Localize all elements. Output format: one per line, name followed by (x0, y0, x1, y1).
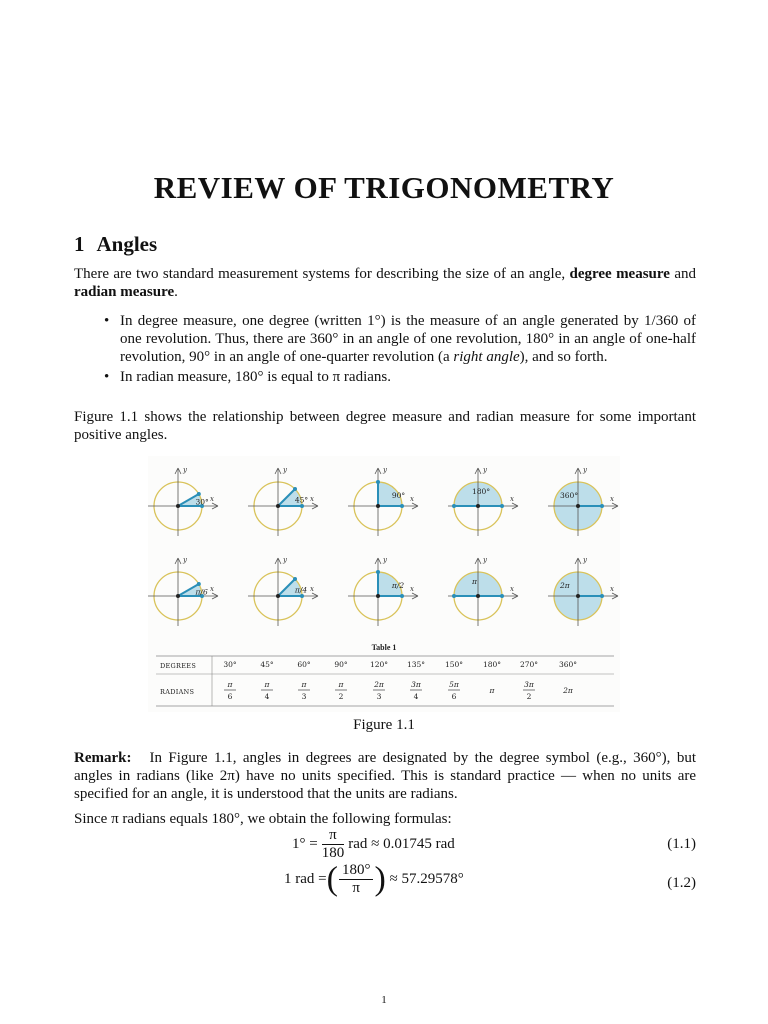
vertex-dot (476, 594, 480, 598)
radian-cell-num-4: 2π (374, 680, 384, 689)
equation-1-1 (292, 827, 455, 862)
radian-cell-den-1: 4 (264, 692, 270, 701)
vertex-dot (176, 594, 180, 598)
bullet-degree: • In degree measure, one degree (written 1°) is the measure of an angle generated by 1/360 of one revolution. Thus, there are 360° in an angle of one revolution, 180° in an angle of one-half revolution, 90° in an angle of one-quarter revolution (a right angle), and so forth. (104, 313, 696, 365)
radian-angle-label-2: π/2 (391, 581, 405, 591)
radian-cell-num-0: π (227, 680, 233, 689)
x-axis-label: x (610, 495, 614, 503)
radian-cell-num-5: 3π (411, 680, 421, 689)
term-radian-measure: radian measure (74, 284, 175, 300)
right-angle-term: right angle (453, 349, 520, 365)
y-axis-label: y (583, 466, 587, 474)
eq1-denominator: 180 (321, 845, 345, 861)
y-axis-label: y (383, 556, 387, 564)
x-axis-label: x (410, 585, 414, 593)
table-row-label-radians: RADIANS (160, 688, 195, 696)
endpoint-dot (376, 570, 380, 574)
equation-1-2 (284, 862, 464, 897)
eq2-denominator: π (339, 879, 374, 897)
radian-cell-den-4: 3 (376, 692, 382, 701)
radian-cell-den-0: 6 (227, 692, 233, 701)
degree-cell-2: 60° (297, 660, 311, 669)
vertex-dot (276, 504, 280, 508)
figure-intro: Figure 1.1 shows the relationship between degree measure and radian measure for some important positive angles. (74, 409, 696, 443)
vertex-dot (576, 504, 580, 508)
y-axis-label: y (283, 556, 287, 564)
radian-angle-label-3: π (472, 577, 477, 586)
y-axis-label: y (483, 556, 487, 564)
eq1-rhs: rad ≈ 0.01745 rad (348, 835, 455, 852)
degree-cell-9: 360° (558, 660, 578, 669)
eq2-rhs: ≈ 57.29578° (389, 870, 464, 887)
page-number: 1 (381, 994, 387, 1006)
radian-cell-num-2: π (301, 680, 307, 689)
radian-cell-num-8: 3π (524, 680, 534, 689)
eq1-fraction (322, 827, 345, 862)
degree-angle-label-1: 45° (294, 495, 309, 505)
degree-angle-label-2: 90° (391, 491, 406, 501)
table-title: Table 1 (371, 643, 397, 652)
y-axis-label: y (283, 466, 287, 474)
x-axis-label: x (510, 585, 514, 593)
degree-cell-0: 30° (223, 660, 237, 669)
endpoint-dot (197, 492, 201, 496)
since-paragraph: Since π radians equals 180°, we obtain the following formulas: (74, 811, 452, 827)
endpoint-dot (376, 480, 380, 484)
x-axis-label: x (510, 495, 514, 503)
y-axis-label: y (383, 466, 387, 474)
endpoint-dot (600, 504, 604, 508)
degree-angle-label-0: 30° (195, 497, 209, 507)
bullet-dot-icon: • (104, 369, 110, 385)
radian-cell-den-3: 2 (338, 692, 344, 701)
section-number: 1 (74, 232, 85, 256)
radian-cell-den-2: 3 (301, 692, 307, 701)
x-axis-label: x (310, 585, 314, 593)
intro-text: There are two standard measurement systems for describing the size of an angle, (74, 266, 570, 282)
y-axis-label: y (183, 556, 187, 564)
intro-end: . (174, 284, 178, 300)
figure-caption: Figure 1.1 (353, 717, 415, 733)
left-paren-icon: ( (326, 860, 338, 898)
degree-cell-8: 270° (519, 660, 539, 669)
degree-cell-6: 150° (444, 660, 464, 669)
remark-text: In Figure 1.1, angles in degrees are designated by the degree symbol (e.g., 360°), but angles in radians (like 2π) have no units specified. This is standard practice — when no units are specified for an angle, it is understood that the units are radians. (74, 750, 696, 802)
degree-cell-7: 180° (482, 660, 502, 669)
intro-and: and (669, 266, 696, 282)
radian-cell-num-3: π (338, 680, 344, 689)
endpoint-dot (400, 504, 404, 508)
radian-cell-num-6: 5π (449, 680, 459, 689)
endpoint-dot (452, 594, 456, 598)
vertex-dot (176, 504, 180, 508)
y-axis-label: y (483, 466, 487, 474)
equation-1-2-label: (1.2) (667, 875, 696, 891)
angle-figure-svg (148, 456, 620, 712)
endpoint-dot (400, 594, 404, 598)
figure (148, 456, 620, 712)
remark-label: Remark: (74, 750, 132, 766)
radian-angle-label-1: π/4 (294, 585, 308, 595)
radian-cell-num-9: 2π (563, 686, 573, 695)
degree-cell-5: 135° (406, 660, 426, 669)
eq1-lhs: 1° = (292, 835, 318, 852)
bullet-dot-icon: • (104, 313, 110, 329)
x-axis-label: x (410, 495, 414, 503)
eq2-fraction (339, 862, 374, 897)
vertex-dot (476, 504, 480, 508)
degree-cell-4: 120° (369, 660, 389, 669)
radian-cell-den-8: 2 (526, 692, 532, 701)
eq1-numerator: π (322, 827, 345, 845)
table-row-label-degrees: DEGREES (160, 662, 197, 670)
endpoint-dot (500, 594, 504, 598)
endpoint-dot (500, 504, 504, 508)
endpoint-dot (293, 577, 297, 581)
right-paren-icon: ) (374, 860, 386, 898)
equation-1-1-label: (1.1) (667, 836, 696, 852)
term-degree-measure: degree measure (569, 266, 670, 282)
section-title: Angles (96, 232, 158, 256)
remark-paragraph (74, 749, 696, 803)
bullet-radian: • In radian measure, 180° is equal to π radians. (104, 369, 391, 385)
degree-angle-label-4: 360° (560, 491, 579, 500)
x-axis-label: x (210, 495, 214, 503)
vertex-dot (276, 594, 280, 598)
endpoint-dot (197, 582, 201, 586)
vertex-dot (376, 504, 380, 508)
endpoint-dot (452, 504, 456, 508)
y-axis-label: y (583, 556, 587, 564)
intro-paragraph (74, 265, 696, 301)
radian-cell-den-5: 4 (413, 692, 419, 701)
degree-cell-1: 45° (260, 660, 274, 669)
endpoint-dot (600, 594, 604, 598)
degree-angle-label-3: 180° (472, 487, 491, 496)
vertex-dot (376, 594, 380, 598)
degree-cell-3: 90° (334, 660, 348, 669)
radian-cell-num-1: π (264, 680, 270, 689)
x-axis-label: x (310, 495, 314, 503)
radian-angle-label-0: π/6 (195, 587, 208, 597)
radian-cell-num-7: π (489, 686, 495, 695)
x-axis-label: x (210, 585, 214, 593)
endpoint-dot (293, 487, 297, 491)
eq2-numerator: 180° (341, 862, 371, 878)
radian-angle-label-4: 2π (560, 581, 570, 590)
page-title: REVIEW OF TRIGONOMETRY (153, 170, 615, 205)
vertex-dot (576, 594, 580, 598)
y-axis-label: y (183, 466, 187, 474)
bullet-list (104, 312, 696, 388)
eq2-lhs: 1 rad = (284, 870, 327, 887)
x-axis-label: x (610, 585, 614, 593)
radian-cell-den-6: 6 (451, 692, 457, 701)
section-heading (74, 232, 157, 257)
